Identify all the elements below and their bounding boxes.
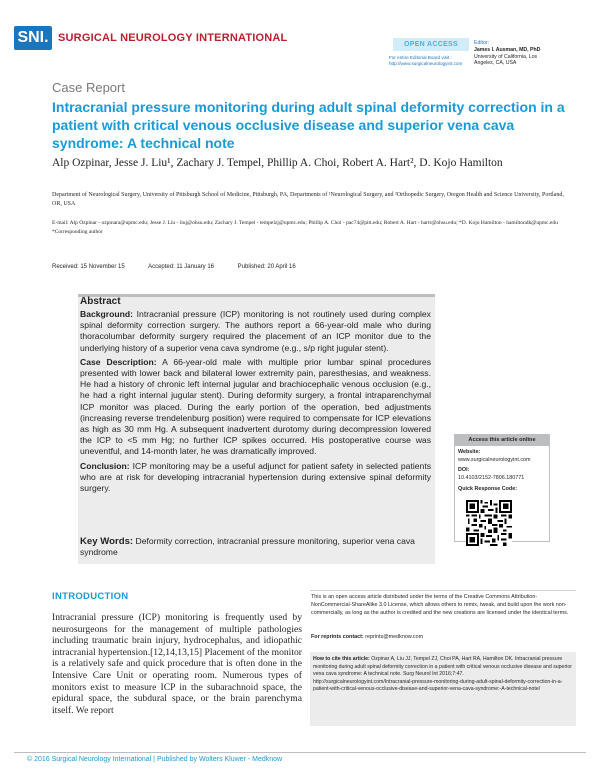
abstract-background	[80, 309, 431, 354]
editorial-board-url[interactable]: http://www.surgicalneurologyint.com	[389, 61, 463, 66]
published-date: Published: 20 April 16	[237, 264, 296, 270]
introduction-heading: INTRODUCTION	[52, 591, 129, 602]
keywords	[80, 536, 432, 558]
keywords-label: Key Words:	[80, 536, 134, 547]
editor-name: James I. Ausman, MD, PhD	[474, 46, 541, 53]
qr-label: Quick Response Code:	[458, 486, 518, 492]
author-affiliations: Department of Neurological Surgery, University of Pittsburgh School of Medicine, Pittsburgh, PA, Departments of ¹Neurological Surgery, and ²Orthopedic Surgery, Oregon Health and Science University, Portland, OR, USA	[52, 192, 564, 207]
conclusion-text: ICP monitoring may be a useful adjunct for patient safety in selected patients who are at risk for developing intracranial hypertension during extensive spinal deformity surgery.	[80, 460, 432, 494]
background-label: Background:	[80, 309, 133, 319]
author-emails	[52, 219, 574, 236]
footer-divider	[14, 752, 586, 753]
email-list: E-mail: Alp Ozpinar - ozpinara@upmc.edu; Jesse J. Liu - liuj@ohsu.edu; Zachary J. Tempel - tempelzj@upmc.edu; Phillip A. Choi - pac74@pitt.edu; Robert A. Hart - hartr@ohsu.edu; *D. Kojo Hamilton - hamiltondk@upmc.edu	[52, 220, 558, 226]
editorial-board-label: For entire Editorial Board visit :	[389, 55, 452, 60]
website-link[interactable]: www.surgicalneurologyint.com	[458, 457, 531, 463]
doi-value[interactable]: 10.4103/2152-7806.180771	[458, 475, 525, 481]
received-date: Received: 15 November 15	[52, 264, 125, 270]
citation-text: Ozpinar A, Liu JJ, Tempel ZJ, Choi PA, Hart RA, Hamilton DK. Intracranial pressure monitoring during adult spinal deformity correction in a patient with critical venous occlusive disease and superior vena cava syndrome: A technical note. Surg Neurol Int 2016;7:47.	[313, 656, 572, 678]
introduction-body: Intracranial pressure (ICP) monitoring is frequently used by neurosurgeons for the management of multiple pathologies including traumatic brain injury, hydrocephalus, and idiopathic intracranial hypertension.[12,14,13,15] Placement of the monitor is a relatively safe and quick procedure that is often done in the Intensive Care Unit or operating room. Numerous types of monitors exist to measure ICP in the subarachnoid space, the epidural space, the subdural space, or the brain parenchyma itself. We report	[52, 612, 302, 716]
journal-logo: SNI.	[14, 26, 52, 50]
article-type: Case Report	[52, 80, 125, 95]
abstract-heading: Abstract	[80, 296, 121, 307]
citation-label: How to cite this article:	[313, 656, 370, 662]
article-title: Intracranial pressure monitoring during adult spinal deformity correction in a patient with critical venous occlusive disease and superior vena cava syndrome: A technical note	[52, 99, 565, 151]
license-text: This is an open access article distributed under the terms of the Creative Commons Attribution-NonCommercial-ShareAlike 3.0 License, which allows others to remix, tweak, and build upon the work non-commercially, as long as the author is credited and the new creations are licensed under the identical terms.	[311, 594, 569, 617]
conclusion-label: Conclusion:	[80, 460, 130, 471]
case-label: Case Description:	[80, 356, 157, 367]
journal-name: SURGICAL NEUROLOGY INTERNATIONAL	[58, 32, 288, 44]
footer-copyright: © 2016 Surgical Neurology International | Published by Wolters Kluwer - Medknow	[27, 756, 283, 763]
access-panel-heading: Access this article online	[454, 434, 550, 446]
reprints-info	[311, 634, 423, 640]
editor-info	[474, 40, 540, 67]
accepted-date: Accepted: 11 January 16	[148, 264, 214, 270]
editor-affiliation-2: Angeles, CA, USA	[474, 60, 517, 67]
editor-affiliation-1: University of California, Los	[474, 53, 538, 60]
keywords-text: Deformity correction, intracranial pressure monitoring, superior vena cava syndrome	[80, 536, 415, 557]
author-list: Alp Ozpinar, Jesse J. Liu¹, Zachary J. Tempel, Phillip A. Choi, Robert A. Hart², D. Kojo Hamilton	[52, 157, 503, 169]
case-text: A 66-year-old male with multiple prior lumbar spinal procedures presented with lower back and bilateral lower extremity pain, paresthesias, and weakness. He had a history of chronic left internal jugular and brachiocephalic venous occlusion (e.g., he had a right internal jugular stent). During deformity surgery, a frontal intraparenchymal ICP monitor was placed. During the early portion of the operation, bed adjustments (increasing reverse trendelenburg position) were required to compensate for ICP elevations as high as 30 mm Hg. A subsequent inadvertent durotomy during decompression lowered the ICP to <5 mm Hg; no further ICP spikes occurred. His postoperative course was uneventful, and 14-month later, he was dramatically improved.	[80, 356, 431, 457]
reprints-label: For reprints contact:	[311, 634, 364, 640]
editor-label: Editor:	[474, 40, 489, 46]
website-label: Website:	[458, 449, 481, 455]
article-dates	[52, 264, 318, 270]
citation-entry	[313, 656, 573, 679]
qr-code-icon[interactable]	[466, 500, 512, 546]
citation	[313, 656, 573, 694]
citation-url[interactable]: http://surgicalneurologyint.com/Intracranial-pressure-monitoring-during-adult-spinal-deformity-correction-in-a-patient-with-critical-venous-occlusive-disease-and-superior-vena-cava-syndrome:-A-technical-note/	[313, 678, 563, 693]
background-text: Intracranial pressure (ICP) monitoring is not routinely used during complex spinal deformity correction surgery. The authors report a 66-year-old male who during thoracolumbar deformity surgery required the placement of an ICP monitor due to the underlying history of a superior vena cava syndrome (e.g., s/p right jugular stent).	[80, 309, 431, 353]
reprints-email[interactable]: reprints@medknow.com	[365, 634, 424, 640]
abstract-conclusion	[80, 461, 431, 495]
license-divider	[310, 590, 576, 591]
open-access-badge: OPEN ACCESS	[393, 38, 469, 51]
abstract-body	[80, 309, 431, 497]
abstract-case	[80, 357, 431, 458]
doi-label: DOI:	[458, 467, 470, 473]
editorial-board-link[interactable]	[389, 55, 462, 67]
corresponding-note: *Corresponding author	[52, 228, 103, 235]
